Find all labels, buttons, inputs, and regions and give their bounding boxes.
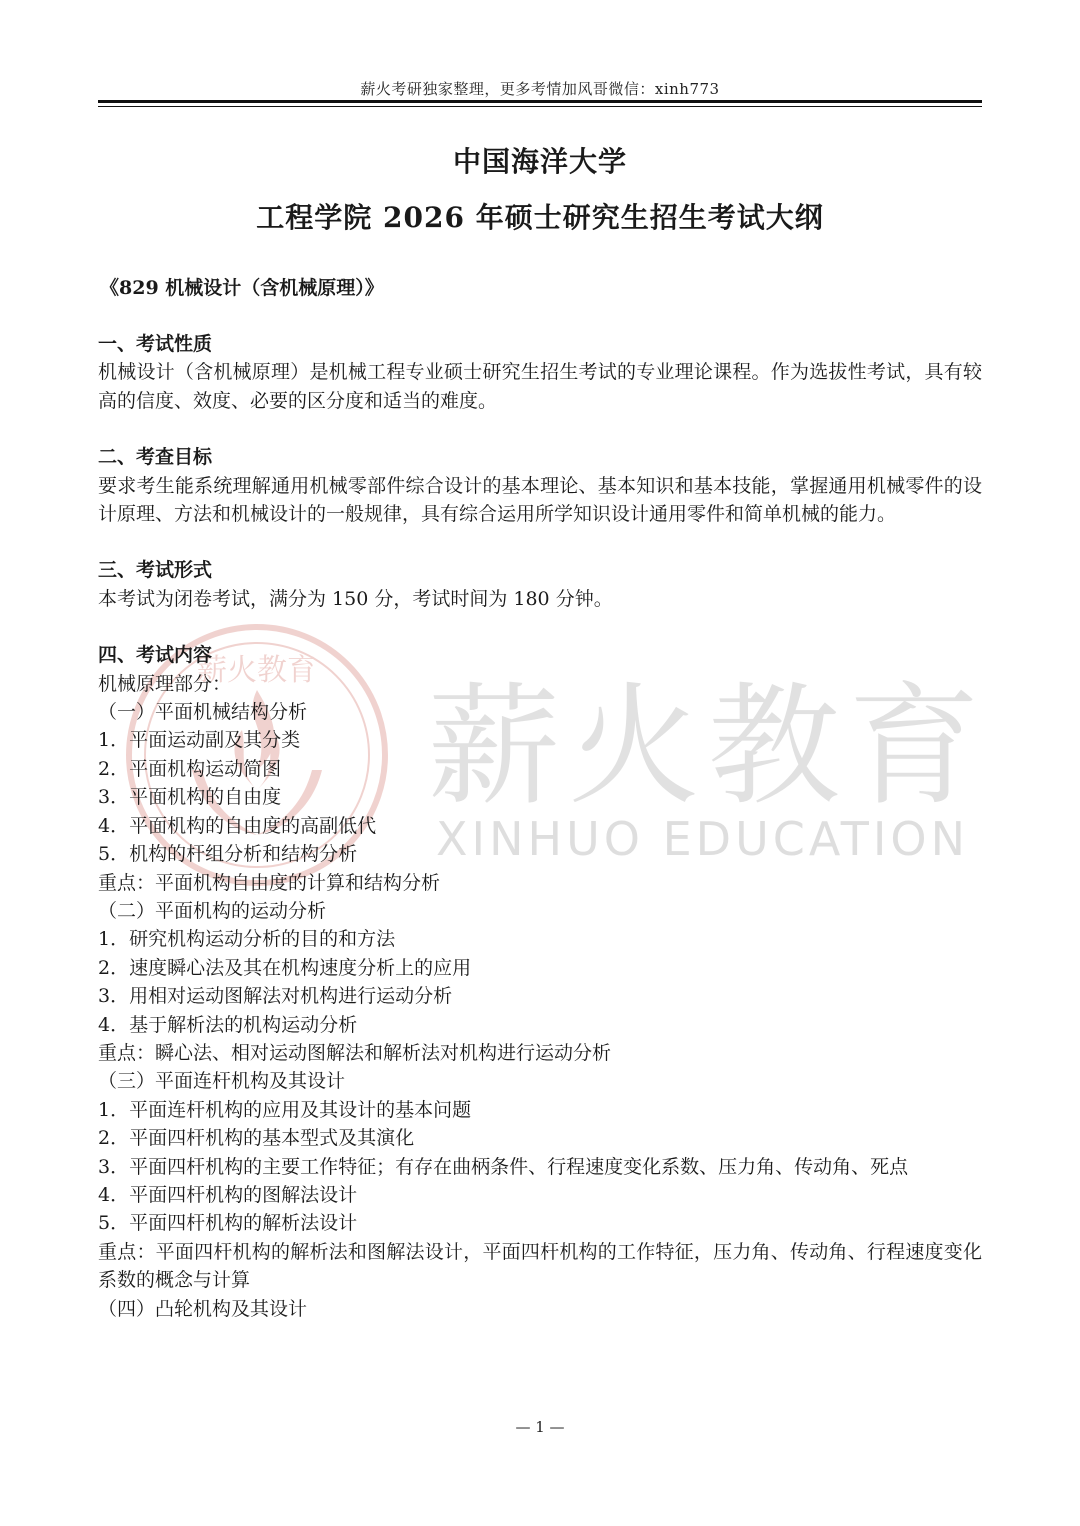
content-line: 1．平面运动副及其分类 — [98, 729, 301, 752]
content-line: 5．机构的杆组分析和结构分析 — [98, 843, 358, 866]
content-part-label: 机械原理部分： — [98, 672, 232, 695]
section-heading-format: 三、考试形式 — [98, 559, 213, 582]
content-line: （一）平面机械结构分析 — [98, 701, 308, 724]
watermark-en: XINHUO EDUCATION — [436, 812, 970, 866]
section-body-format: 本考试为闭卷考试，满分为 150 分，考试时间为 180 分钟。 — [98, 587, 613, 610]
content-line: 3．用相对运动图解法对机构进行运动分析 — [98, 985, 453, 1008]
section-heading-goals: 二、考查目标 — [98, 446, 213, 469]
content-line: 1．研究机构运动分析的目的和方法 — [98, 928, 396, 951]
content-line: 2．平面四杆机构的基本型式及其演化 — [98, 1127, 415, 1150]
page-number: — 1 — — [515, 1418, 565, 1436]
section-heading-nature: 一、考试性质 — [98, 333, 213, 355]
content-line: 4．平面机构的自由度的高副低代 — [98, 814, 377, 837]
subject-title: 《829 机械设计（含机械原理）》 — [100, 277, 384, 299]
content-line: 2．平面机构运动简图 — [98, 757, 282, 780]
content-line: 4．平面四杆机构的图解法设计 — [98, 1183, 358, 1206]
section-body-goals: 要求考生能系统理解通用机械零部件综合设计的基本理论、基本知识和基本技能，掌握通用机械零件的设计原理、方法和机械设计的一般规律，具有综合运用所学知识设计通用零件和简单机械的能力。 — [98, 474, 982, 526]
content-line: 4．基于解析法的机构运动分析 — [98, 1013, 358, 1036]
document-title-syllabus: 工程学院 2026 年硕士研究生招生考试大纲 — [256, 201, 824, 234]
content-line: 3．平面机构的自由度 — [98, 786, 282, 809]
document-title-university: 中国海洋大学 — [452, 145, 627, 178]
content-line: （四）凸轮机构及其设计 — [98, 1297, 308, 1320]
content-line: （二）平面机构的运动分析 — [98, 899, 327, 922]
content-line: （三）平面连杆机构及其设计 — [98, 1070, 346, 1093]
section-heading-content: 四、考试内容 — [98, 644, 213, 667]
section-body-nature: 机械设计（含机械原理）是机械工程专业硕士研究生招生考试的专业理论课程。作为选拔性考试，具有较高的信度、效度、必要的区分度和适当的难度。 — [98, 361, 982, 412]
header-rule-thick — [98, 100, 982, 103]
content-line: 2．速度瞬心法及其在机构速度分析上的应用 — [98, 956, 472, 979]
content-line-keypoint: 重点：平面四杆机构的解析法和图解法设计，平面四杆机构的工作特征，压力角、传动角、行程速度变化系数的概念与计算 — [98, 1240, 982, 1292]
content-line: 5．平面四杆机构的解析法设计 — [98, 1212, 358, 1235]
page-header: 薪火考研独家整理，更多考情加风哥微信：xinh773 — [360, 80, 720, 98]
header-rule-thin — [98, 106, 982, 107]
content-line: 1．平面连杆机构的应用及其设计的基本问题 — [98, 1098, 472, 1121]
watermark-seal-text: 薪火教育 — [197, 653, 317, 688]
content-line-keypoint: 重点：平面机构自由度的计算和结构分析 — [98, 871, 441, 894]
document-body — [98, 330, 982, 1323]
content-line: 3．平面四杆机构的主要工作特征；有存在曲柄条件、行程速度变化系数、压力角、传动角、死点 — [98, 1155, 909, 1178]
watermark-cn: 薪火教育 — [428, 670, 988, 824]
content-line-keypoint: 重点：瞬心法、相对运动图解法和解析法对机构进行运动分析 — [98, 1041, 612, 1064]
